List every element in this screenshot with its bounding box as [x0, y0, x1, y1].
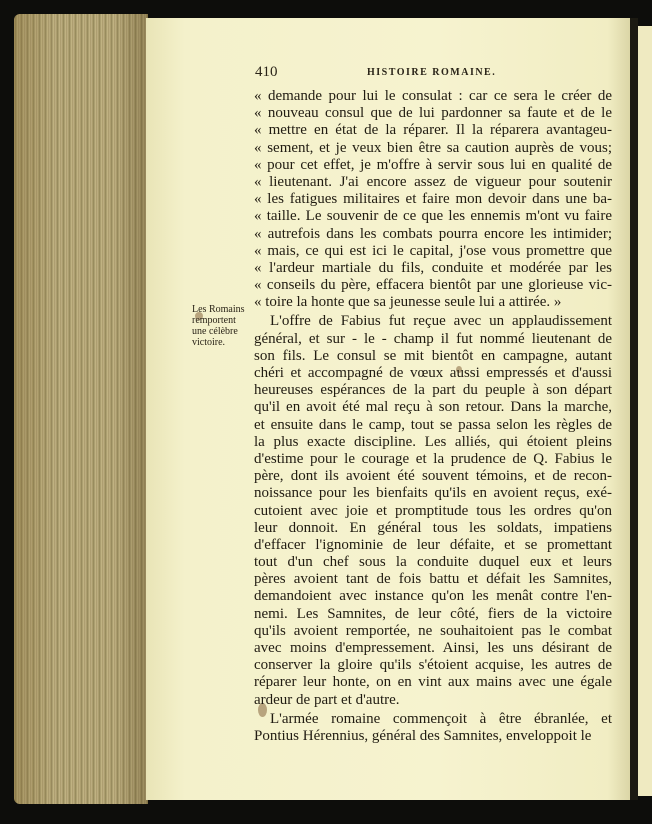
text-line: conserver la gloire qu'ils s'étoient acquise, les autres de: [254, 657, 612, 674]
text-line: L'offre de Fabius fut reçue avec un applaudissement: [270, 313, 612, 330]
text-line: « mettre en état de la réparer. Il la réparera avantageu-: [254, 122, 612, 139]
facing-page-edge: [638, 26, 652, 796]
margin-note-line: remportent: [192, 315, 236, 326]
body-text: [254, 88, 612, 745]
text-line: demandoient avec instance qu'on les menât contre l'en-: [254, 588, 612, 605]
text-line: nemi. Les Samnites, de leur côté, fiers de la victoire: [254, 605, 612, 622]
margin-note-line: Les Romains: [192, 304, 245, 315]
text-line: « lieutenant. J'ai encore assez de vigueur pour soutenir: [254, 173, 612, 190]
text-line: général, et sur - le - champ il fut nommé lieutenant de: [254, 330, 612, 347]
text-line: ardeur de part et d'autre.: [254, 691, 400, 708]
text-line: noissance pour les bienfaits qu'ils en avoient reçus, exé-: [254, 485, 612, 502]
text-line: réparer leur honte, on en vint aux mains avec une égale: [254, 674, 612, 691]
text-line: « autrefois dans les combats pourra encore les intimider;: [254, 225, 612, 242]
page-edges-shade: [14, 14, 148, 804]
text-line: « l'ardeur martiale du fils, conduite et modérée par les: [254, 259, 612, 276]
text-line: « conseils du père, effacera bientôt par une glorieuse vic-: [254, 277, 612, 294]
text-line: père, dont ils avoient été souvent témoins, et de recon-: [254, 468, 612, 485]
text-line: chéri et accompagné de vœux aussi empressés et d'aussi: [254, 365, 612, 381]
text-line: cutoient avec joie et promptitude tous les ordres qu'on: [254, 502, 612, 519]
running-title: HISTOIRE ROMAINE.: [367, 67, 497, 78]
margin-note-line: victoire.: [192, 337, 226, 348]
text-line: leur donnoit. En général tous les soldats, impatiens: [254, 519, 612, 536]
paragraph: [254, 88, 612, 311]
text-line: L'armée romaine commençoit à être ébranlée, et: [270, 710, 612, 727]
text-line: tout d'un chef sous la conduite duquel eux et leurs: [254, 554, 612, 571]
text-line: « sement, et je veux bien être sa caution auprès de vous;: [254, 139, 612, 156]
paragraph: [254, 313, 612, 708]
text-line: heureuses espérances de la part du peuple à son départ: [254, 382, 612, 399]
text-line: avec moins d'empressement. Ainsi, les uns désirant de: [254, 640, 612, 656]
gutter: [630, 18, 638, 800]
text-line: « mais, ce qui est ici le capital, j'ose vous promettre que: [254, 242, 612, 259]
text-line: qu'il en avoit été mal reçu à son retour. Dans la marche,: [254, 399, 612, 416]
text-line: « nouveau consul que de lui pardonner sa faute et de le: [254, 105, 612, 122]
text-line: « les fatigues militaires et faire mon devoir dans une ba-: [254, 191, 612, 208]
text-line: pères avoient tant de fois battu et défait les Samnites,: [254, 571, 612, 588]
text-line: qu'ils avoient remportée, ne souhaitoient pas le combat: [254, 622, 612, 639]
text-line: la plus exacte discipline. Les alliés, qui étoient pleins: [254, 433, 612, 450]
text-line: « demande pour lui le consulat : car ce sera le créer de: [254, 88, 612, 104]
text-line: son fils. Le consul se mit bientôt en campagne, autant: [254, 347, 612, 364]
text-line: « pour cet effet, je m'offre à servir sous lui en qualité de: [254, 156, 612, 173]
text-line: d'estime pour le courage et la prudence de Q. Fabius le: [254, 450, 612, 467]
margin-note-line: une célèbre: [192, 326, 238, 337]
margin-note: [192, 304, 252, 348]
text-line: « taille. Le souvenir de ce que les ennemis m'ont vu faire: [254, 208, 612, 225]
paragraph: [254, 711, 612, 745]
page-number: 410: [255, 64, 278, 80]
text-line: « toire la honte que sa jeunesse seule lui a attirée. »: [254, 294, 562, 311]
text-line: et ensuite dans le camp, tout se passa selon les règles de: [254, 416, 612, 433]
text-line: d'effacer l'ignominie de leur défaite, et se promettant: [254, 536, 612, 553]
page-header: [255, 64, 612, 82]
text-line: Pontius Hérennius, général des Samnites, enveloppoit le: [254, 727, 592, 744]
